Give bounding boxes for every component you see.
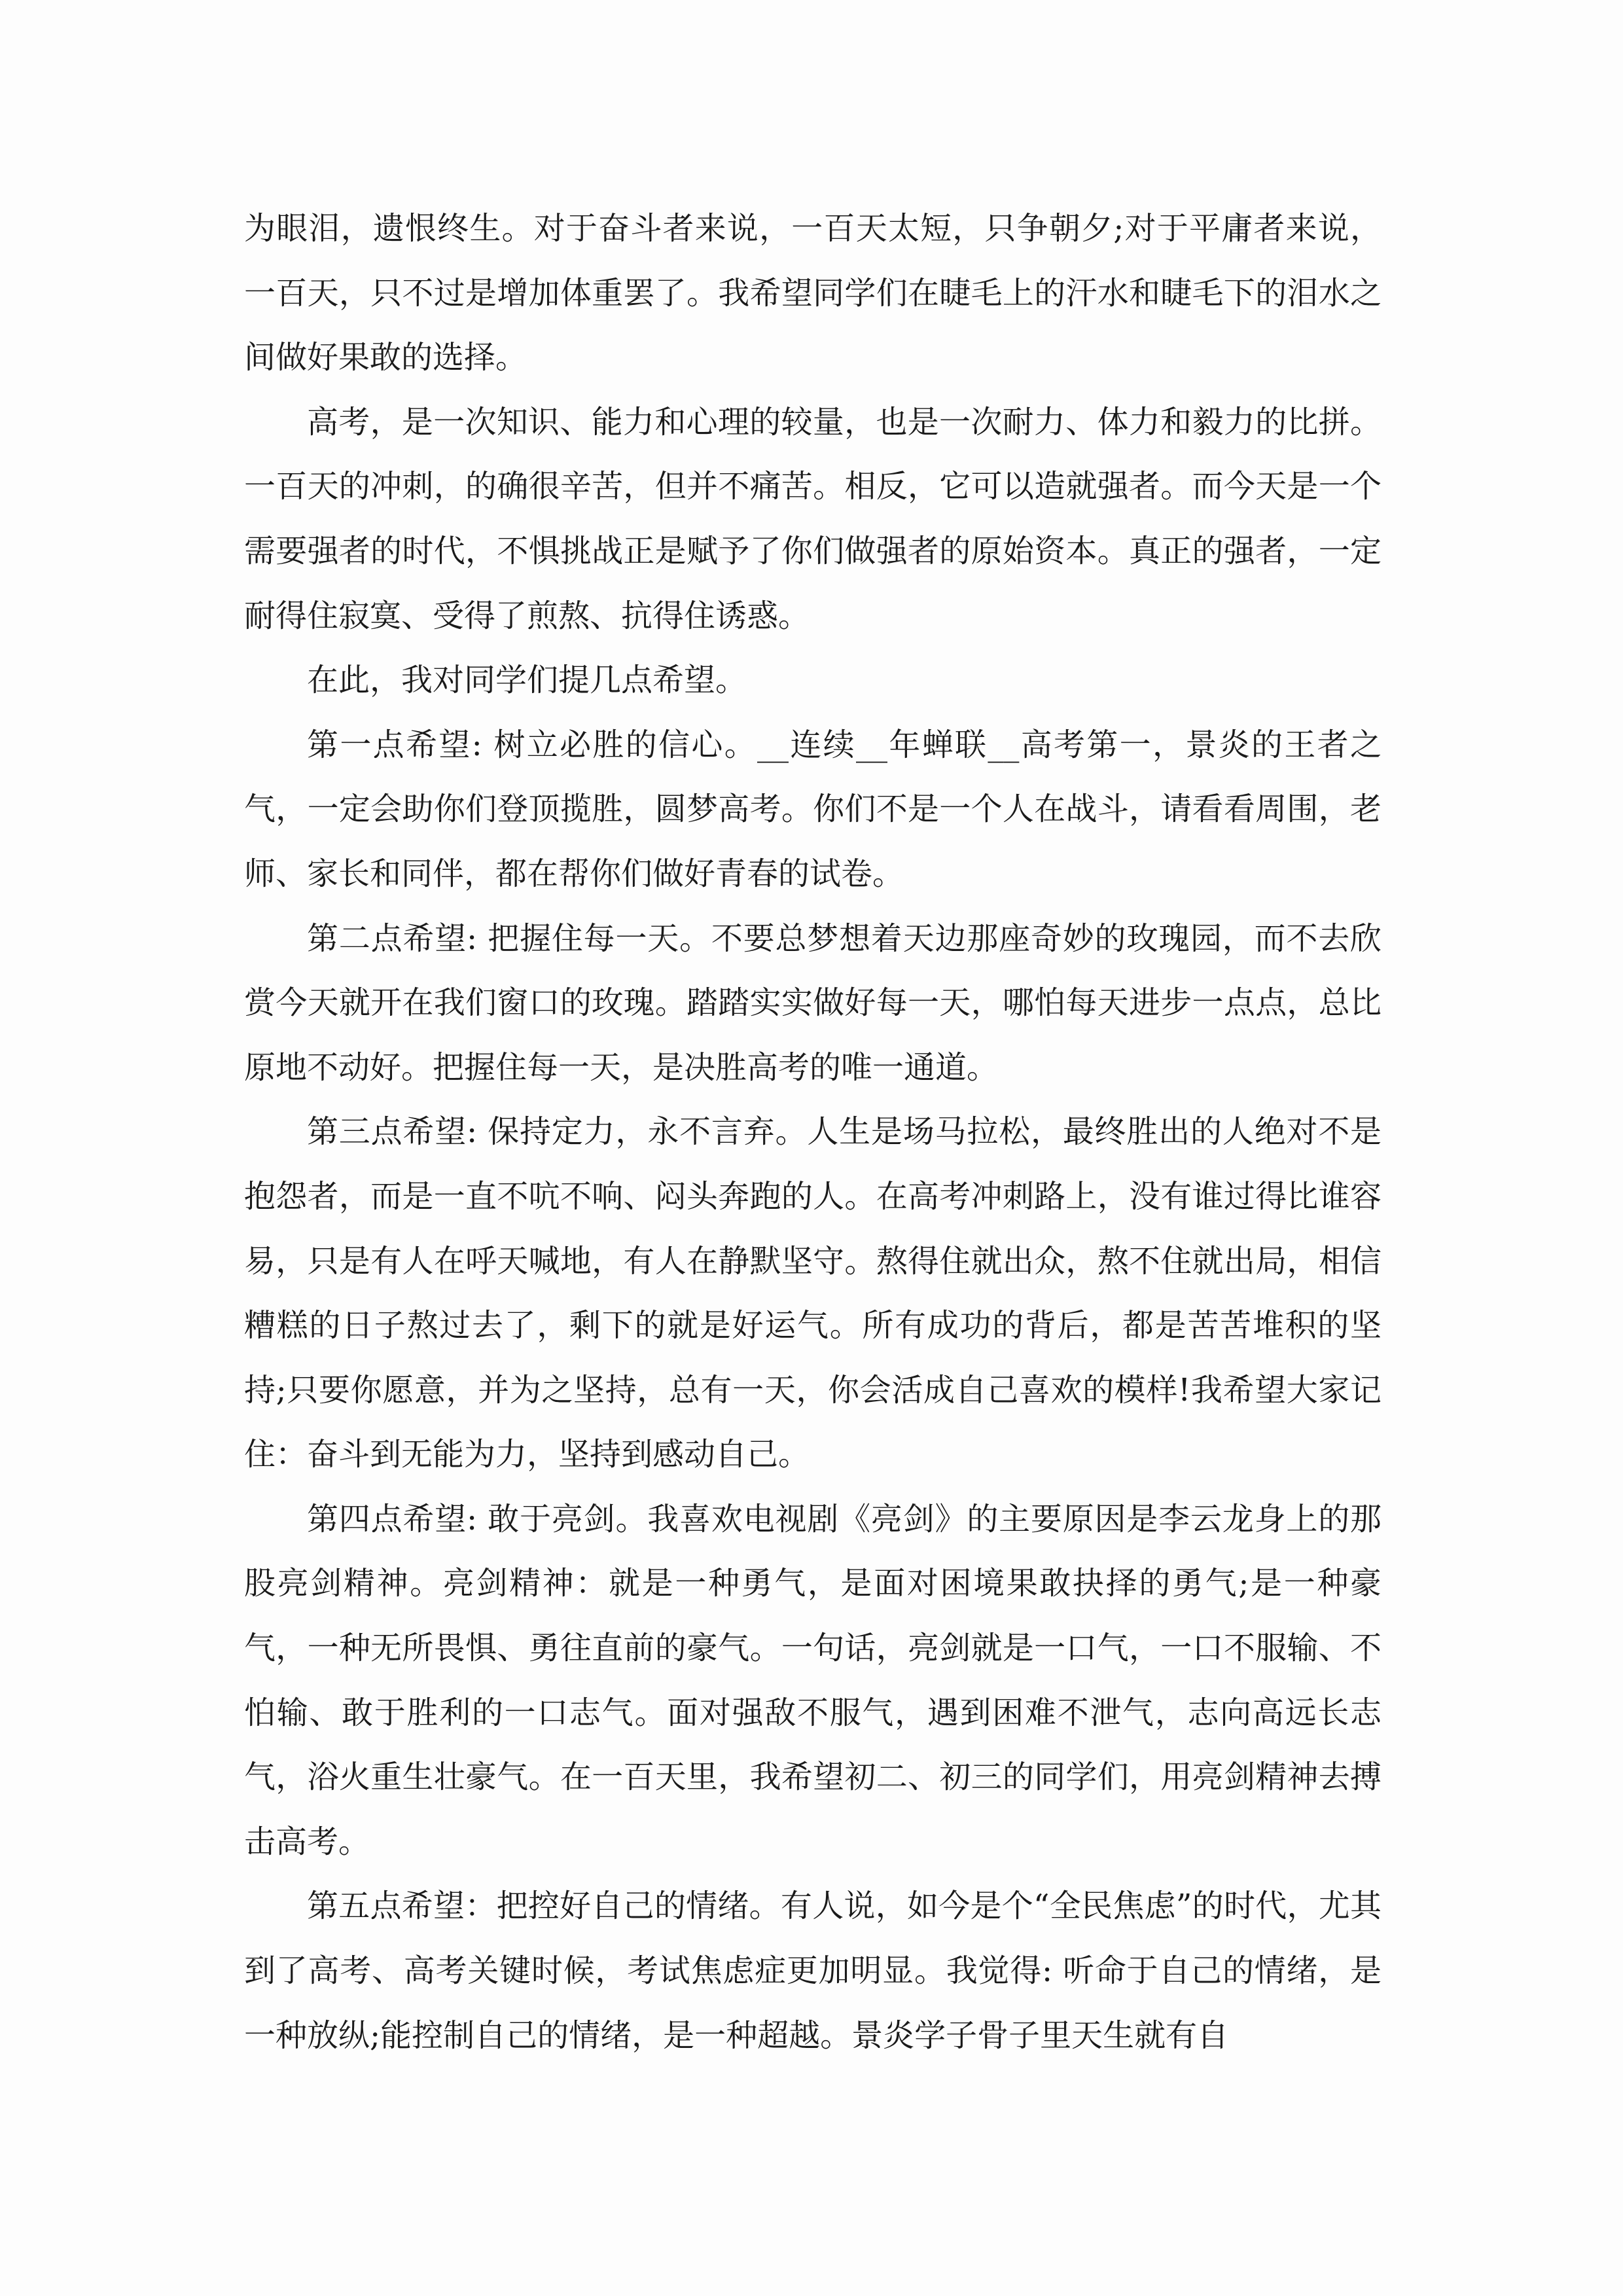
paragraph-7: 第四点希望: 敢于亮剑。我喜欢电视剧《亮剑》的主要原因是李云龙身上的那股亮剑精神。亮剑精神：就是一种勇气，是面对困境果敢抉择的勇气;是一种豪气，一种无所畏惧、勇往直前的豪气。一句话，亮剑就是一口气，一口不服输、不怕输、敢于胜利的一口志气。面对强敌不服气，遇到困难不泄气，志向高远长志气，浴火重生壮豪气。在一百天里，我希望初二、初三的同学们，用亮剑精神去搏击高考。 — [244, 1500, 1382, 1860]
paragraph-2: 高考，是一次知识、能力和心理的较量，也是一次耐力、体力和毅力的比拼。一百天的冲刺，的确很辛苦，但并不痛苦。相反，它可以造就强者。而今天是一个需要强者的时代，不惧挑战正是赋予了你们做强者的原始资本。真正的强者，一定耐得住寂寞、受得了煎熬、抗得住诱惑。 — [244, 403, 1382, 634]
paragraph-5: 第二点希望: 把握住每一天。不要总梦想着天边那座奇妙的玫瑰园，而不去欣赏今天就开在我们窗口的玫瑰。踏踏实实做好每一天，哪怕每天进步一点点，总比原地不动好。把握住每一天，是决胜高考的唯一通道。 — [244, 920, 1382, 1086]
paragraph-6: 第三点希望: 保持定力，永不言弃。人生是场马拉松，最终胜出的人绝对不是抱怨者，而是一直不吭不响、闷头奔跑的人。在高考冲刺路上，没有谁过得比谁容易，只是有人在呼天喊地，有人在静默坚守。熬得住就出众，熬不住就出局，相信糟糕的日子熬过去了，剩下的就是好运气。所有成功的背后，都是苦苦堆积的坚持;只要你愿意，并为之坚持，总有一天，你会活成自己喜欢的模样!我希望大家记住：奋斗到无能为力，坚持到感动自己。 — [244, 1113, 1382, 1473]
paragraph-3: 在此，我对同学们提几点希望。 — [307, 662, 747, 699]
paragraph-1: 为眼泪，遗恨终生。对于奋斗者来说，一百天太短，只争朝夕;对于平庸者来说，一百天，只不过是增加体重罢了。我希望同学们在睫毛上的汗水和睫毛下的泪水之间做好果敢的选择。 — [244, 210, 1382, 376]
document-body — [244, 196, 1382, 2068]
paragraph-4: 第一点希望: 树立必胜的信心。__连续__年蝉联__高考第一，景炎的王者之气，一定会助你们登顶揽胜，圆梦高考。你们不是一个人在战斗，请看看周围，老师、家长和同伴，都在帮你们做好青春的试卷。 — [244, 726, 1382, 892]
paragraph-8: 第五点希望：把控好自己的情绪。有人说，如今是个“全民焦虑”的时代，尤其到了高考、高考关键时候，考试焦虑症更加明显。我觉得: 听命于自己的情绪，是一种放纵;能控制自己的情绪，是一种超越。景炎学子骨子里天生就有自 — [244, 1888, 1382, 2054]
